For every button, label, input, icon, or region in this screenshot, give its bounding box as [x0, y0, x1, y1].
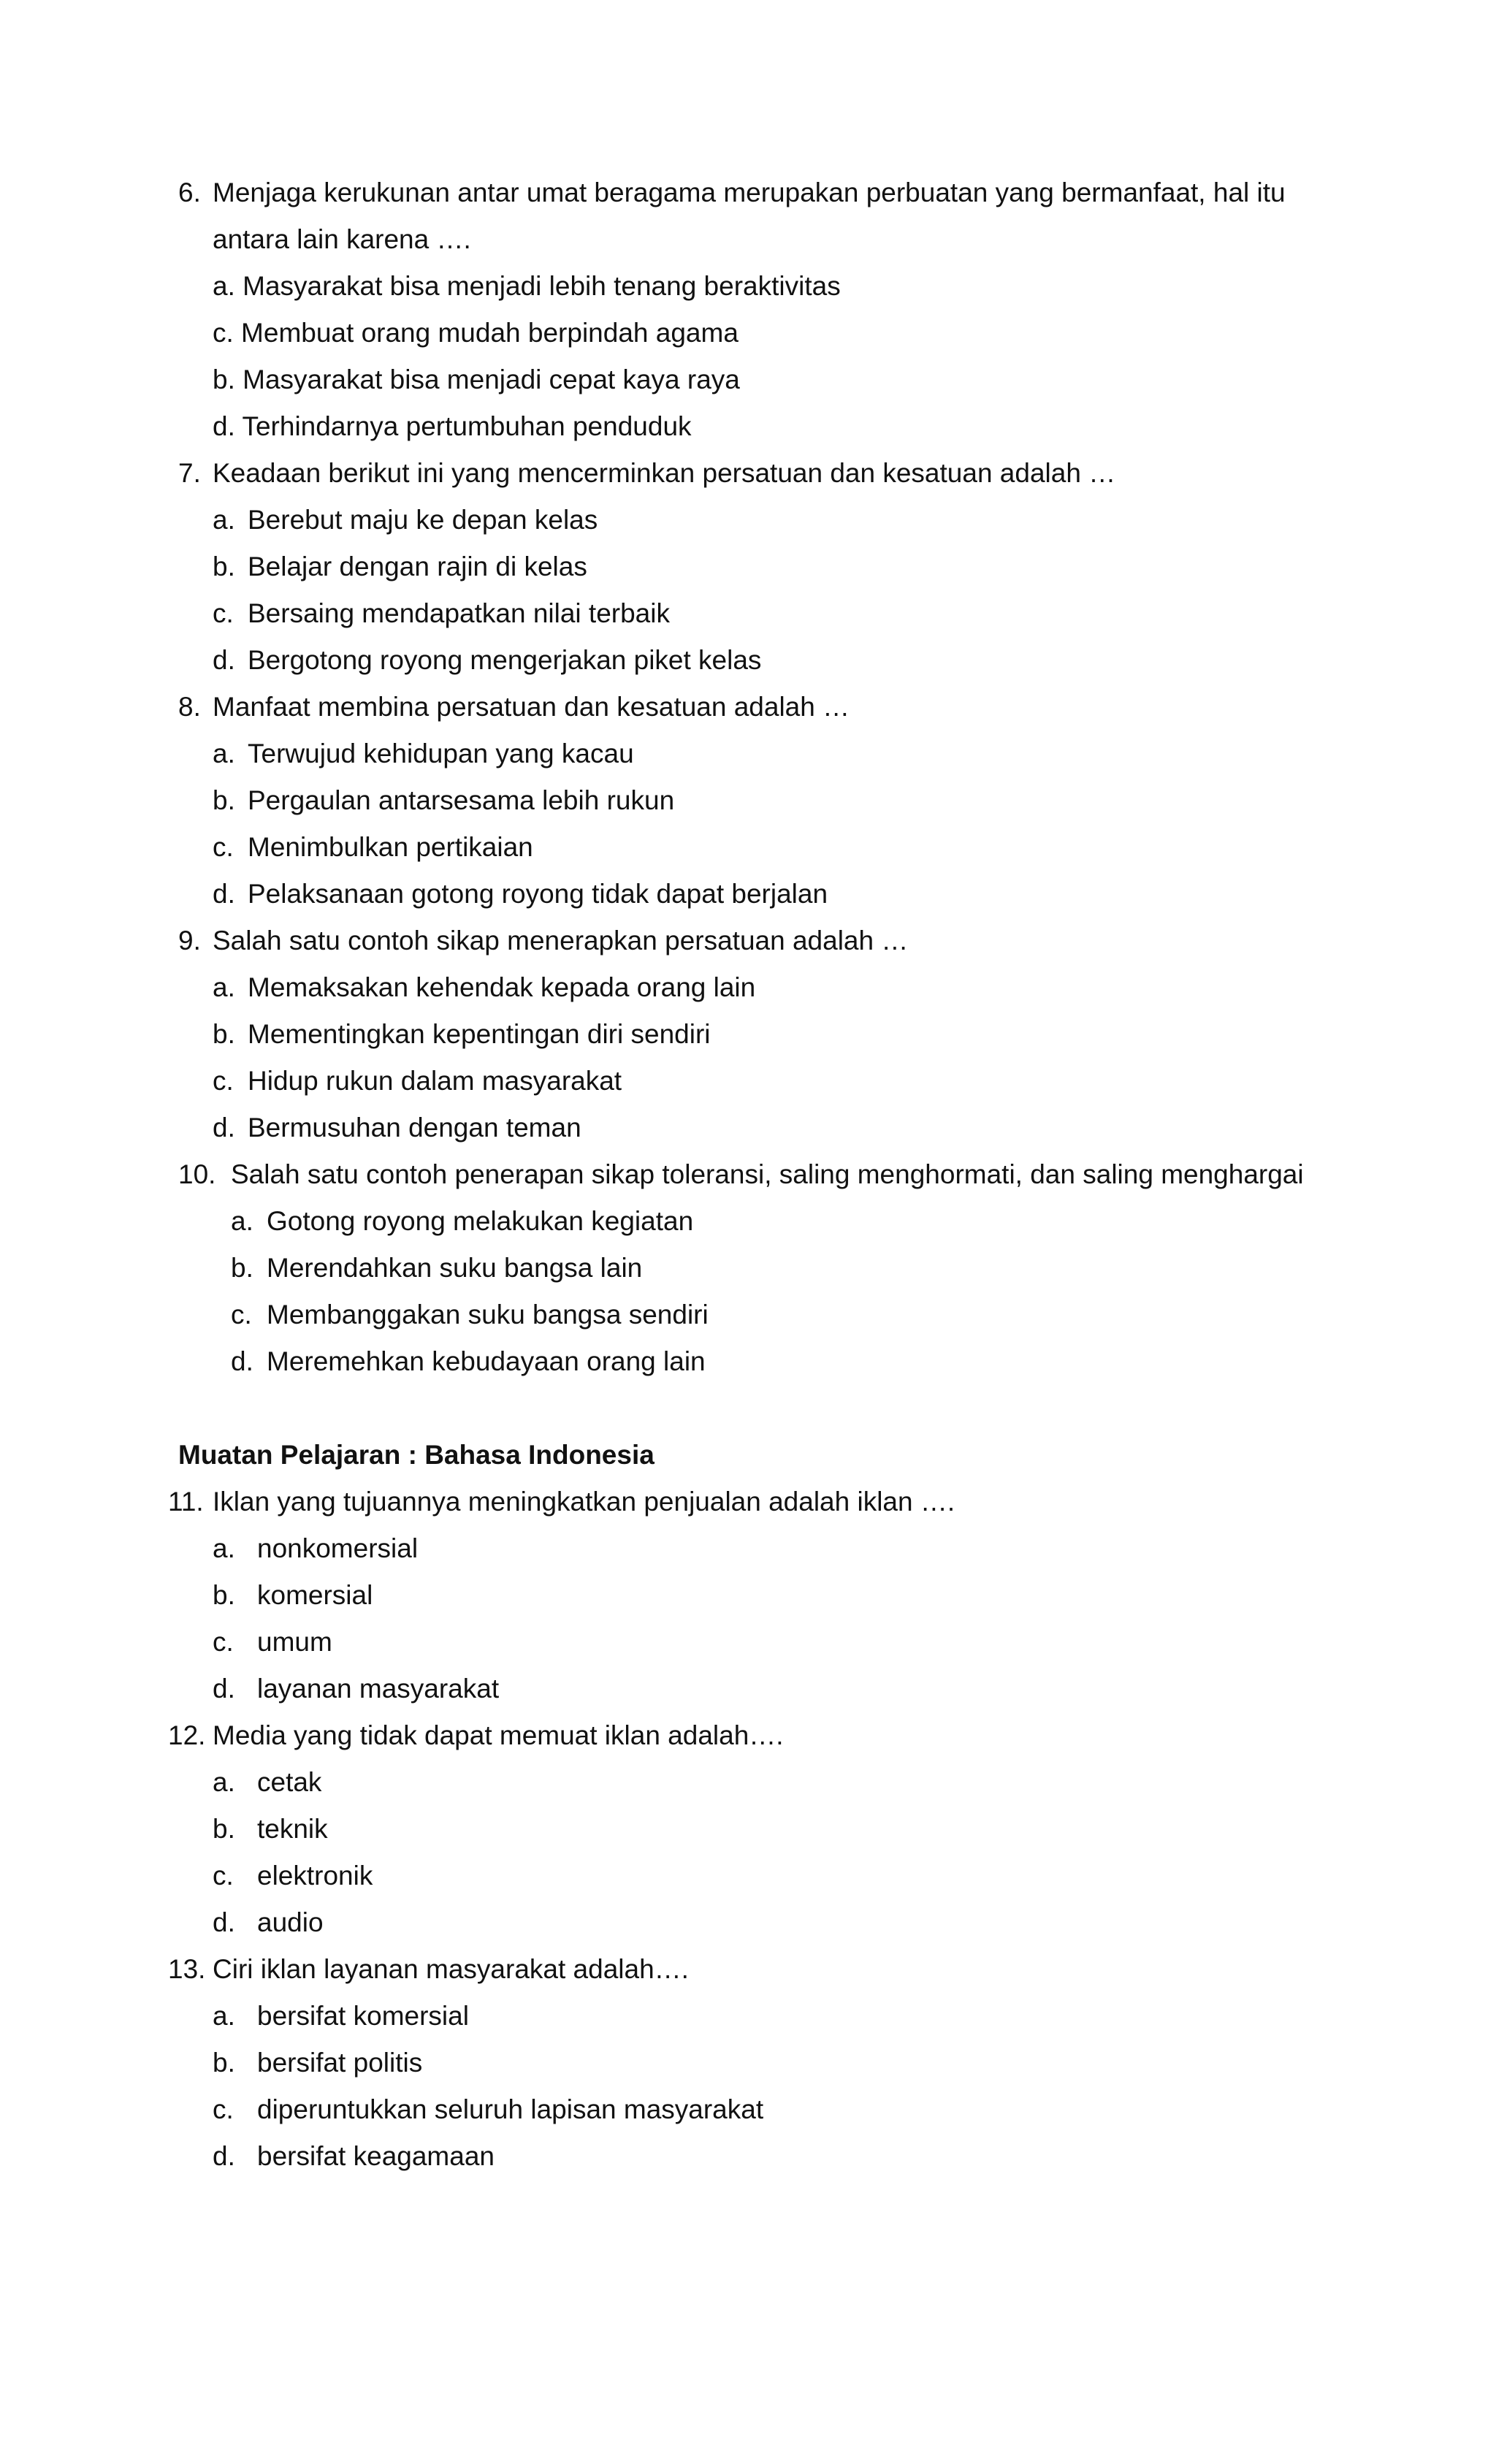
option-text: Gotong royong melakukan kegiatan [267, 1206, 694, 1236]
option-text: Pelaksanaan gotong royong tidak dapat berjalan [248, 879, 828, 909]
option-text: elektronik [257, 1861, 373, 1891]
option-letter: b. [213, 552, 235, 581]
option-text: Membanggakan suku bangsa sendiri [267, 1300, 709, 1330]
option-text: Belajar dengan rajin di kelas [248, 552, 587, 581]
question-number: 11. [168, 1487, 204, 1517]
option-letter: c. [213, 1627, 234, 1657]
question-number: 8. [178, 692, 201, 722]
option-text: layanan masyarakat [257, 1674, 500, 1704]
question-number: 6. [178, 178, 201, 207]
option-letter: b. [231, 1253, 253, 1283]
option-text: umum [257, 1627, 332, 1657]
option-letter: d. [231, 1346, 253, 1376]
question-text: Salah satu contoh penerapan sikap toleransi, saling menghormati, dan saling menghargai [231, 1159, 1304, 1189]
option-letter: a. [213, 2001, 235, 2031]
question-number: 13. [168, 1954, 206, 1984]
option-text: audio [257, 1907, 324, 1937]
option-letter: d. [213, 1907, 235, 1937]
question-text: Manfaat membina persatuan dan kesatuan adalah … [213, 692, 850, 722]
question-text: Iklan yang tujuannya meningkatkan penjualan adalah iklan …. [213, 1487, 955, 1517]
option-text: Merendahkan suku bangsa lain [267, 1253, 643, 1283]
option-text: Hidup rukun dalam masyarakat [248, 1066, 622, 1096]
option-text: Berebut maju ke depan kelas [248, 505, 598, 535]
option-letter: c. [213, 1861, 234, 1891]
option-text: b. Masyarakat bisa menjadi cepat kaya raya [213, 365, 740, 394]
option-text: Menimbulkan pertikaian [248, 832, 533, 862]
option-letter: c. [213, 2094, 234, 2124]
option-letter: d. [213, 1113, 235, 1143]
option-letter: c. [231, 1300, 252, 1330]
option-text: a. Masyarakat bisa menjadi lebih tenang beraktivitas [213, 271, 841, 301]
question-text: Keadaan berikut ini yang mencerminkan persatuan dan kesatuan adalah … [213, 458, 1116, 488]
option-letter: c. [213, 1066, 234, 1096]
option-text: bersifat politis [257, 2048, 423, 2078]
option-letter: a. [213, 739, 235, 768]
option-letter: d. [213, 2141, 235, 2171]
option-letter: b. [213, 2048, 235, 2078]
option-text: Bermusuhan dengan teman [248, 1113, 581, 1143]
question-number: 7. [178, 458, 201, 488]
option-text: Bergotong royong mengerjakan piket kelas [248, 645, 762, 675]
section-heading: Muatan Pelajaran : Bahasa Indonesia [178, 1440, 654, 1470]
option-letter: d. [213, 645, 235, 675]
option-text: Meremehkan kebudayaan orang lain [267, 1346, 706, 1376]
option-text: nonkomersial [257, 1533, 419, 1563]
option-letter: c. [213, 598, 234, 628]
option-letter: d. [213, 1674, 235, 1704]
option-text: Memaksakan kehendak kepada orang lain [248, 972, 756, 1002]
question-text: Ciri iklan layanan masyarakat adalah…. [213, 1954, 689, 1984]
option-text: komersial [257, 1580, 373, 1610]
question-number: 9. [178, 926, 201, 956]
option-text: cetak [257, 1767, 322, 1797]
question-text: Menjaga kerukunan antar umat beragama merupakan perbuatan yang bermanfaat, hal itu [213, 178, 1286, 207]
option-text: d. Terhindarnya pertumbuhan penduduk [213, 411, 692, 441]
option-letter: a. [213, 505, 235, 535]
option-letter: b. [213, 1814, 235, 1844]
question-text: antara lain karena …. [213, 224, 471, 254]
option-letter: d. [213, 879, 235, 909]
option-text: bersifat komersial [257, 2001, 469, 2031]
option-letter: b. [213, 1580, 235, 1610]
option-letter: a. [213, 1533, 235, 1563]
question-number: 12. [168, 1720, 206, 1750]
option-letter: b. [213, 1019, 235, 1049]
option-text: c. Membuat orang mudah berpindah agama [213, 318, 739, 348]
option-text: diperuntukkan seluruh lapisan masyarakat [257, 2094, 764, 2124]
question-number: 10. [178, 1159, 216, 1189]
option-text: Terwujud kehidupan yang kacau [248, 739, 634, 768]
option-text: Bersaing mendapatkan nilai terbaik [248, 598, 670, 628]
option-letter: a. [213, 972, 235, 1002]
option-text: bersifat keagamaan [257, 2141, 495, 2171]
option-letter: a. [231, 1206, 253, 1236]
option-letter: b. [213, 785, 235, 815]
question-text: Salah satu contoh sikap menerapkan persatuan adalah … [213, 926, 909, 956]
option-letter: a. [213, 1767, 235, 1797]
question-text: Media yang tidak dapat memuat iklan adalah…. [213, 1720, 784, 1750]
option-text: Mementingkan kepentingan diri sendiri [248, 1019, 711, 1049]
option-text: teknik [257, 1814, 328, 1844]
option-text: Pergaulan antarsesama lebih rukun [248, 785, 675, 815]
option-letter: c. [213, 832, 234, 862]
